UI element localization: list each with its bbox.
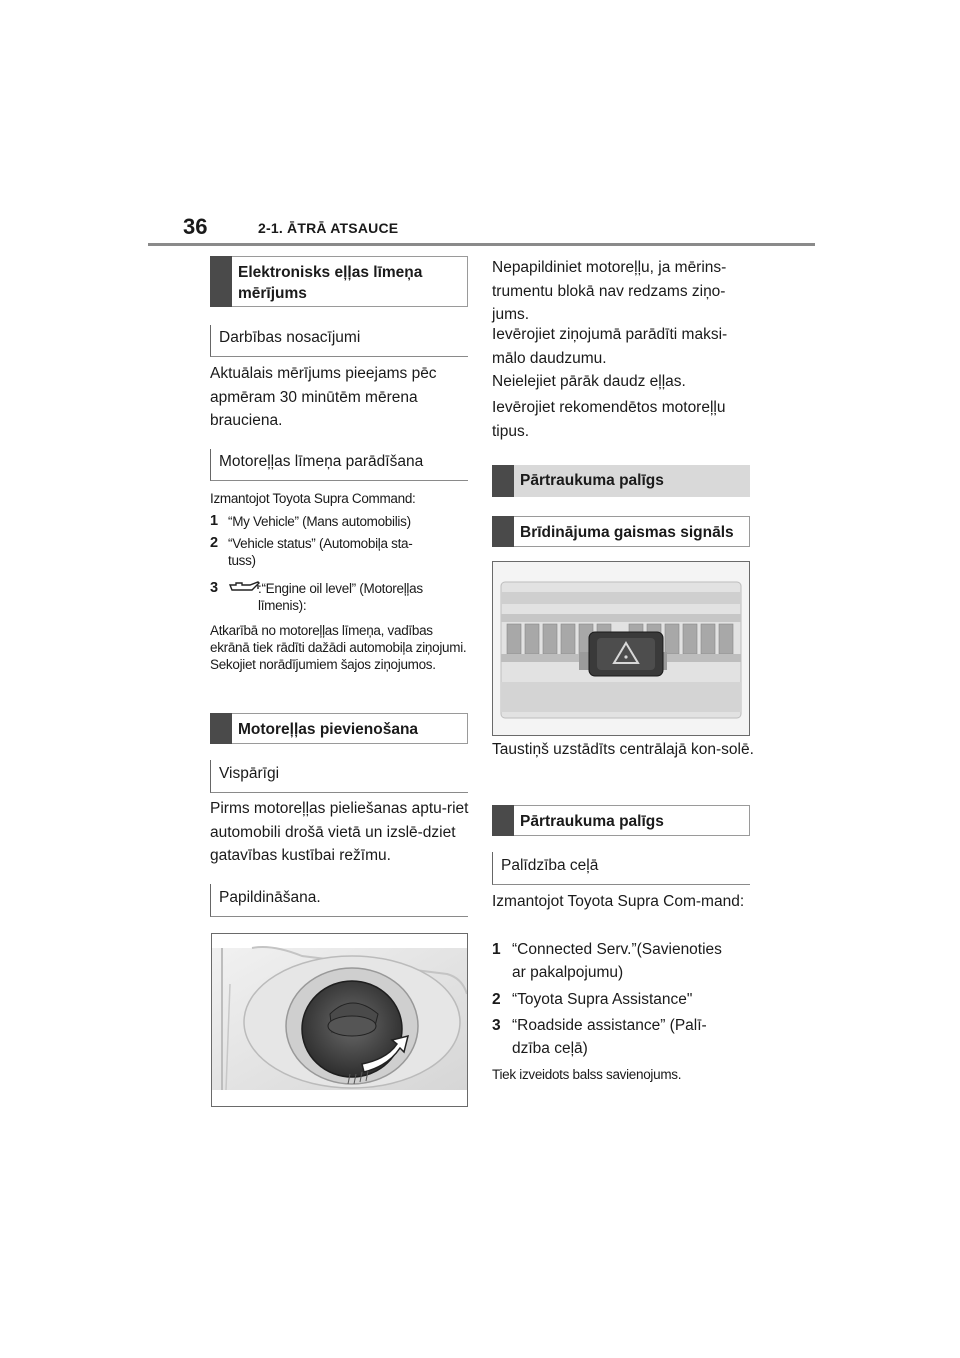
step-number: 2 <box>210 535 218 551</box>
heading-text: Elektronisks eļļas līmeņa mērījums <box>238 264 423 302</box>
using-command-text: Izmantojot Toyota Supra Command: <box>210 491 416 506</box>
subheading-topping-up <box>210 884 468 917</box>
heading-text: Pārtraukuma palīgs <box>520 813 664 830</box>
heading-text: Pārtraukuma palīgs <box>520 472 664 489</box>
step-number: 2 <box>492 991 501 1008</box>
paragraph-voice-call: Tiek izveidots balss savienojums. <box>492 1067 682 1082</box>
heading-text: Brīdinājuma gaismas signāls <box>520 524 734 541</box>
subheading-oil-display <box>210 449 468 481</box>
paragraph-max-amount: Ievērojiet ziņojumā parādīti maksi-mālo daudzumu. <box>492 326 728 367</box>
hazard-button-illustration <box>492 561 750 736</box>
page-number: 36 <box>183 214 208 239</box>
heading-breakdown-assist-2 <box>492 805 750 836</box>
heading-adding-oil <box>210 713 468 744</box>
step-text: “Vehicle status” (Automobiļa sta- tuss) <box>228 536 413 568</box>
step-text: :“Engine oil level” (Motoreļļas līmenis): <box>258 581 423 613</box>
paragraph-depending: Atkarībā no motoreļļas līmeņa, vadības ekrānā tiek rādīti dažādi automobiļa ziņojumi. Sekojiet norādījumiem šajos ziņojumos. <box>210 623 467 672</box>
subheading-text: Darbības nosacījumi <box>219 329 361 346</box>
subheading-text: Motoreļļas līmeņa parādīšana <box>219 453 424 470</box>
step-text: “My Vehicle” (Mans automobilis) <box>228 514 411 529</box>
subheading-general <box>210 760 468 793</box>
paragraph-measurement: Aktuālais mērījums pieejams pēc apmēram 30 minūtēm mērena brauciena. <box>210 365 437 429</box>
heading-breakdown-assist <box>492 465 750 497</box>
paragraph-recommended-types: Ievērojiet rekomendētos motoreļļu tipus. <box>492 399 726 440</box>
subheading-conditions <box>210 325 468 357</box>
heading-bar <box>492 465 514 497</box>
step-text: “Roadside assistance” (Palī- dzība ceļā) <box>512 1017 707 1057</box>
heading-bar <box>492 516 514 547</box>
oil-filler-cap-illustration <box>211 933 468 1107</box>
paragraph-not-too-much: Neielejiet pārāk daudz eļļas. <box>492 373 686 390</box>
oil-can-icon <box>228 581 262 599</box>
using-command-text-right: Izmantojot Toyota Supra Com-mand: <box>492 893 745 910</box>
step-number: 1 <box>492 941 501 958</box>
heading-bar <box>210 713 232 744</box>
chapter-title: 2-1. ĀTRĀ ATSAUCE <box>258 220 399 236</box>
paragraph-before-adding: Pirms motoreļļas pieliešanas aptu-riet automobili drošā vietā un izslē-dziet gatavības kustībai režīmu. <box>210 800 469 864</box>
heading-bar <box>210 256 232 307</box>
heading-hazard-lights <box>492 516 750 547</box>
heading-electronic-oil-level <box>210 256 468 307</box>
subheading-text: Vispārīgi <box>219 765 280 782</box>
heading-bar <box>492 805 514 836</box>
step-text: “Toyota Supra Assistance" <box>512 991 693 1008</box>
step-number: 3 <box>210 580 218 596</box>
step-number: 3 <box>492 1017 501 1034</box>
step-text: “Connected Serv.”(Savienoties ar pakalpojumu) <box>512 941 722 981</box>
subheading-roadside-help <box>492 852 750 885</box>
step-number: 1 <box>210 513 218 529</box>
paragraph-button-location: Taustiņš uzstādīts centrālajā kon-solē. <box>492 741 754 758</box>
subheading-text: Papildināšana. <box>219 889 321 906</box>
header-rule <box>148 243 815 246</box>
subheading-text: Palīdzība ceļā <box>501 857 599 874</box>
heading-text: Motoreļļas pievienošana <box>238 721 419 738</box>
paragraph-do-not-add: Nepapildiniet motoreļļu, ja mērins-trumentu blokā nav redzams ziņo-jums. <box>492 259 727 323</box>
